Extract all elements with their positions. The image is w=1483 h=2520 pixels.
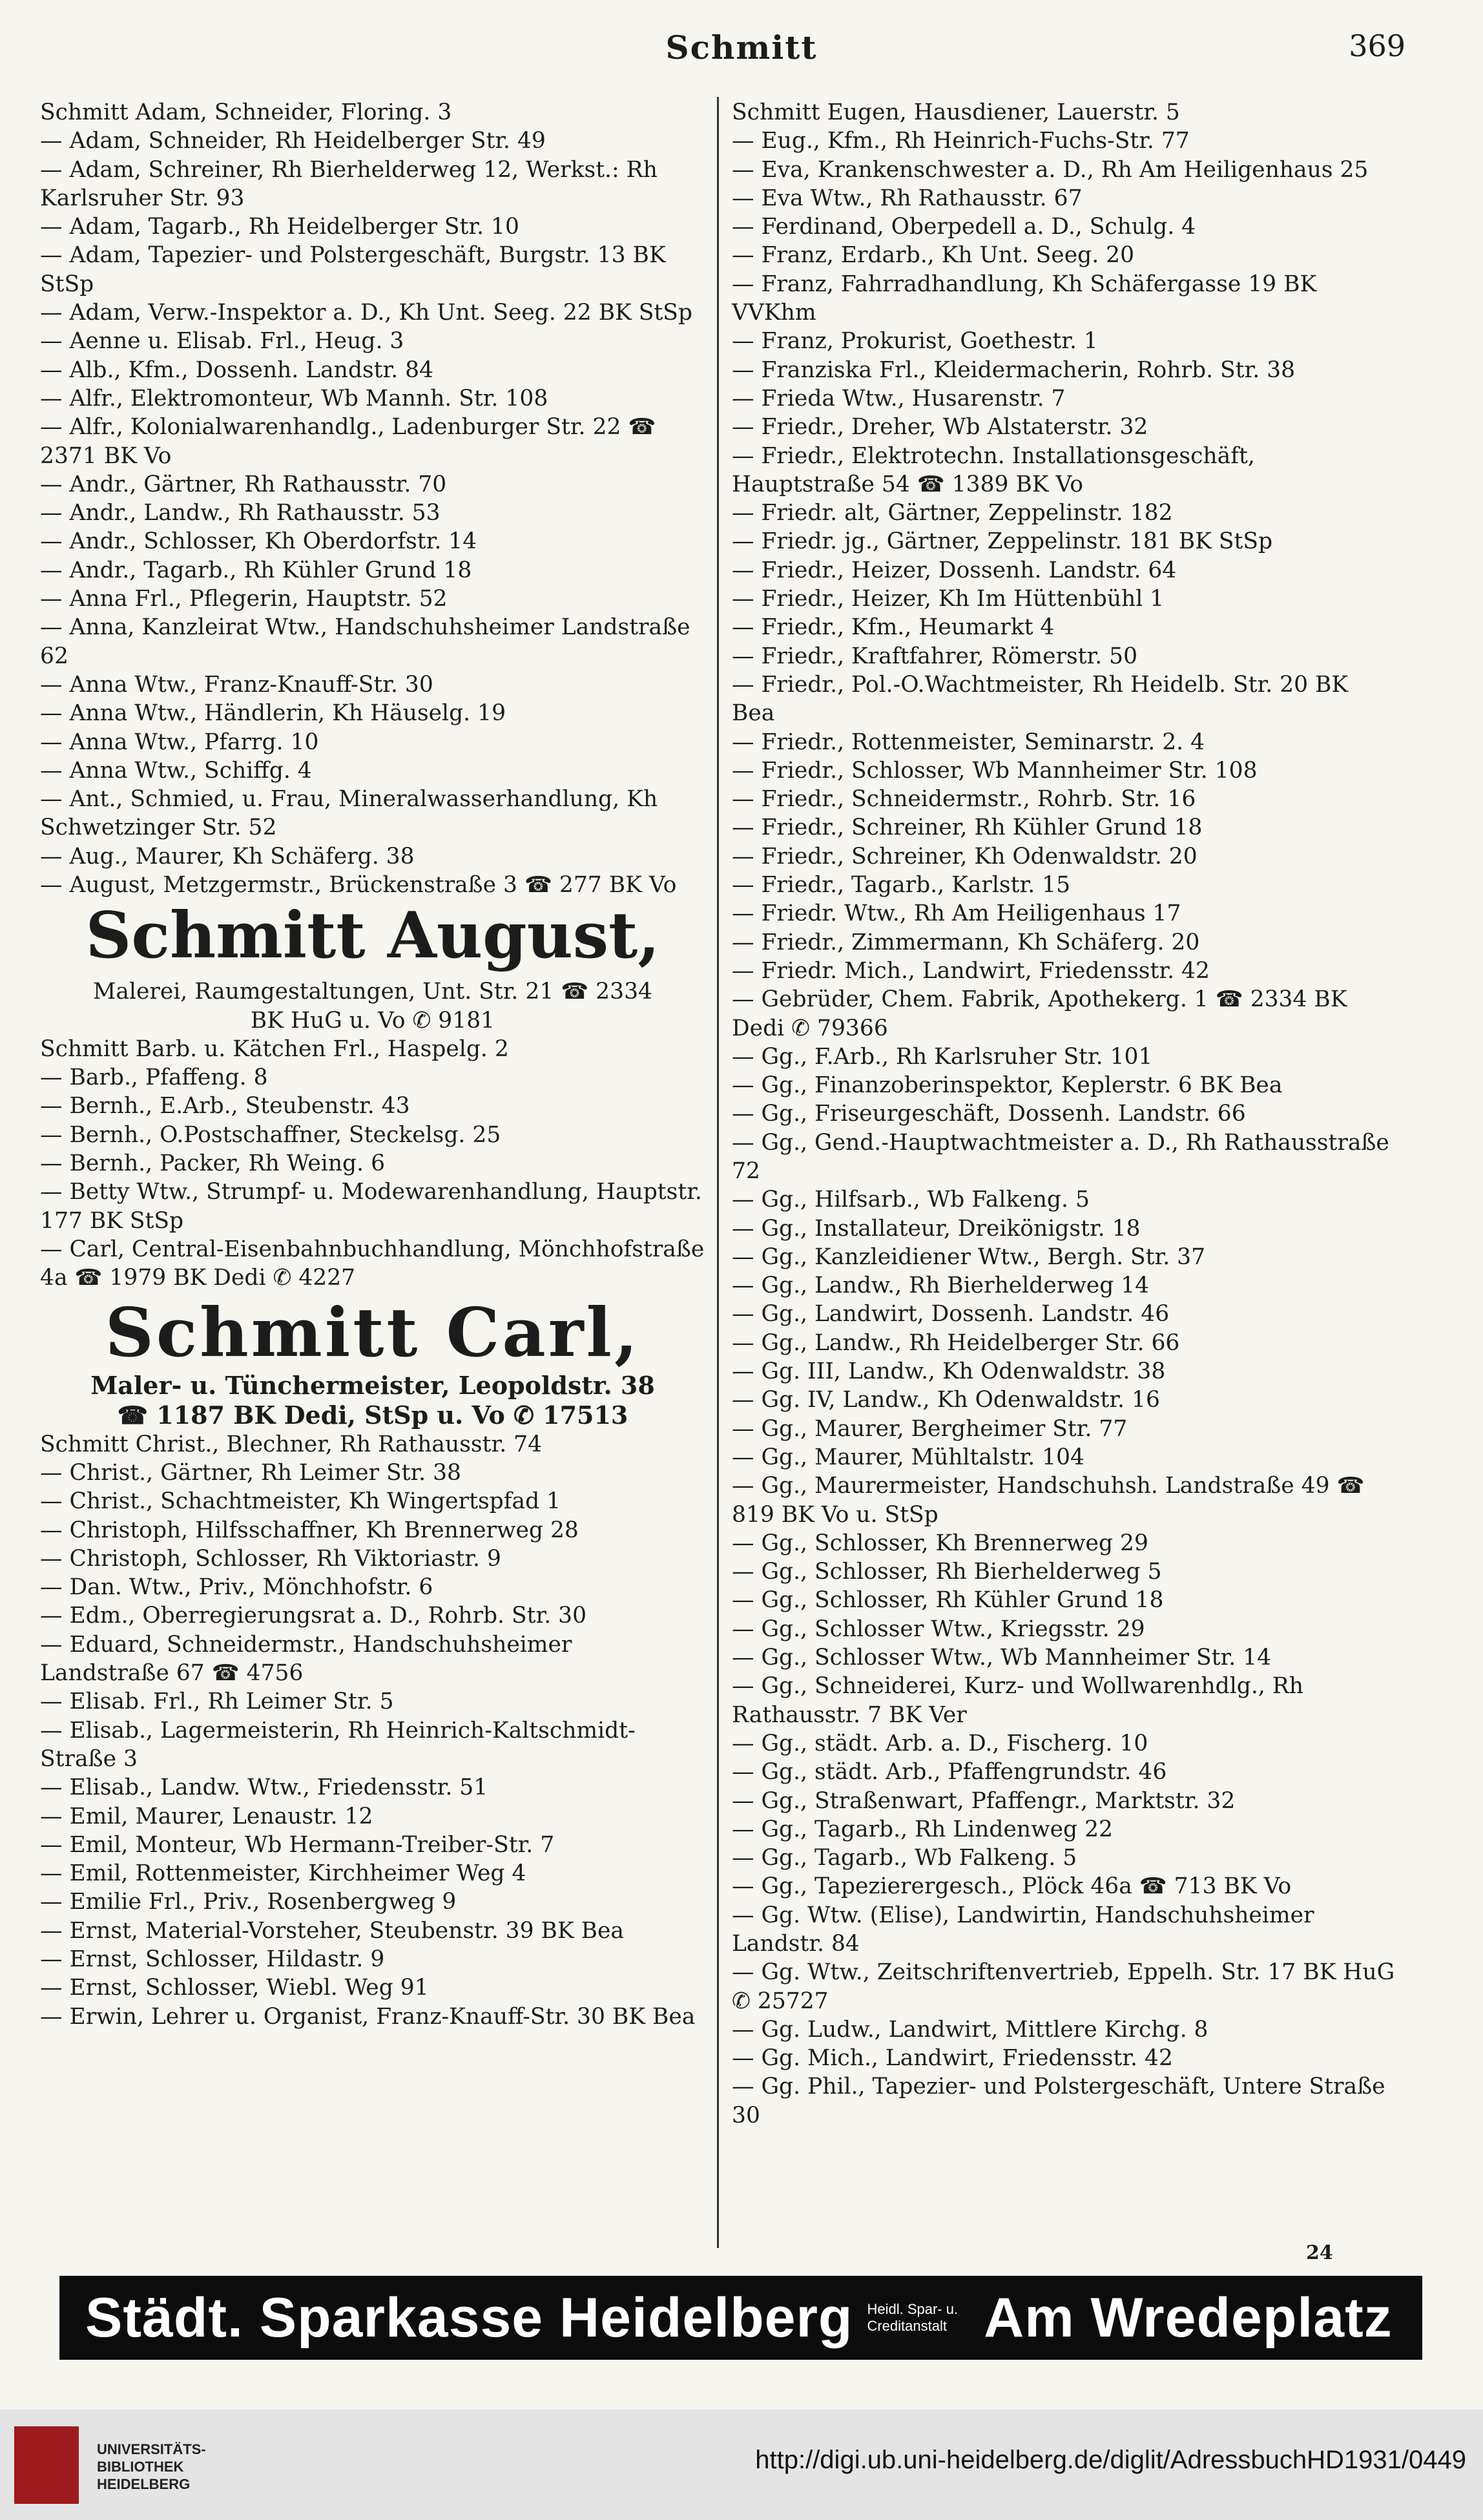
directory-entry: — Bernh., O.Postschaffner, Steckelsg. 25 [40, 1121, 501, 1148]
directory-entry: — Aug., Maurer, Kh Schäferg. 38 [40, 843, 415, 870]
directory-entry: Schmitt Adam, Schneider, Floring. 3 [40, 99, 452, 125]
directory-entry: — Friedr., Kraftfahrer, Römerstr. 50 [732, 643, 1138, 669]
directory-entry: — Anna, Kanzleirat Wtw., Handschuhsheimer Landstraße 62 [40, 614, 690, 669]
directory-entry: — Elisab. Frl., Rh Leimer Str. 5 [40, 1689, 394, 1715]
directory-entry: — Christ., Gärtner, Rh Leimer Str. 38 [40, 1459, 461, 1486]
directory-entry: — Gg., Maurer, Mühltalstr. 104 [732, 1444, 1084, 1470]
directory-entry: — Ferdinand, Oberpedell a. D., Schulg. 4 [732, 214, 1196, 240]
directory-entry: — Gg., Finanzoberinspektor, Keplerstr. 6 BK Bea [732, 1072, 1283, 1099]
directory-entry: — Alfr., Kolonialwarenhandlg., Ladenburger Str. 22 ☎ 2371 BK Vo [40, 414, 656, 469]
directory-entry: — Friedr., Heizer, Dossenh. Landstr. 64 [732, 557, 1177, 583]
page-header-title: Schmitt [665, 28, 818, 67]
advertisement-line: Maler- u. Tünchermeister, Leopoldstr. 38 [90, 1370, 655, 1400]
viewer-footer [0, 2410, 1483, 2520]
directory-entry: — Bernh., Packer, Rh Weing. 6 [40, 1150, 386, 1176]
directory-entry: — Friedr., Rottenmeister, Seminarstr. 2. 4 [732, 729, 1205, 755]
directory-entry: — Alb., Kfm., Dossenh. Landstr. 84 [40, 357, 434, 383]
directory-entry: — Gg., Landw., Rh Bierhelderweg 14 [732, 1273, 1150, 1299]
banner-main-text: Städt. Sparkasse Heidelberg [85, 2286, 853, 2349]
directory-entry: — Adam, Schneider, Rh Heidelberger Str. 49 [40, 128, 546, 154]
banner-small-line2: Creditanstalt [867, 2318, 947, 2334]
directory-entry: — Gg. Ludw., Landwirt, Mittlere Kirchg. 8 [732, 2016, 1208, 2043]
directory-entry: — Friedr. Mich., Landwirt, Friedensstr. 42 [732, 957, 1210, 984]
directory-entry: — Gg., Schlosser, Kh Brennerweg 29 [732, 1530, 1148, 1556]
directory-entry: — Edm., Oberregierungsrat a. D., Rohrb. Str. 30 [40, 1603, 587, 1629]
directory-entry: — Betty Wtw., Strumpf- u. Modewarenhandlung, Hauptstr. 177 BK StSp [40, 1179, 702, 1234]
directory-entry: — Christoph, Hilfsschaffner, Kh Brennerweg 28 [40, 1517, 579, 1543]
directory-entry: — Gg., F.Arb., Rh Karlsruher Str. 101 [732, 1043, 1153, 1070]
directory-entry: — Gg., Schlosser Wtw., Kriegsstr. 29 [732, 1616, 1145, 1642]
directory-entry: — Gg. Wtw. (Elise), Landwirtin, Handschuhsheimer Landstr. 84 [732, 1902, 1314, 1957]
directory-entry: — Gg., Gend.-Hauptwachtmeister a. D., Rh Rathausstraße 72 [732, 1129, 1389, 1184]
directory-entry: — Friedr., Tagarb., Karlstr. 15 [732, 872, 1071, 899]
directory-entry: — Adam, Schreiner, Rh Bierhelderweg 12, Werkst.: Rh Karlsruher Str. 93 [40, 156, 658, 211]
directory-entry: — Gg., Schlosser Wtw., Wb Mannheimer Str. 14 [732, 1645, 1272, 1671]
directory-entry: — Adam, Tagarb., Rh Heidelberger Str. 10 [40, 214, 519, 240]
left-column [40, 98, 705, 2031]
banner-small-text [867, 2301, 958, 2335]
directory-entry: — Ernst, Material-Vorsteher, Steubenstr. 39 BK Bea [40, 1917, 624, 1944]
page-number: 369 [1349, 28, 1405, 63]
banner-small-line1: Heidl. Spar- u. [867, 2301, 959, 2317]
advertisement-heading: Schmitt August, [85, 899, 660, 974]
directory-entry: Schmitt Christ., Blechner, Rh Rathausstr. 74 [40, 1431, 543, 1457]
directory-entry: — August, Metzgermstr., Brückenstraße 3 ☎ 277 BK Vo [40, 872, 677, 899]
directory-entry: — Friedr., Schreiner, Kh Odenwaldstr. 20 [732, 843, 1198, 870]
directory-entry: — Gg. III, Landw., Kh Odenwaldstr. 38 [732, 1359, 1166, 1385]
advertisement-line: BK HuG u. Vo ✆ 9181 [250, 1007, 495, 1034]
directory-entry: — Elisab., Landw. Wtw., Friedensstr. 51 [40, 1775, 488, 1801]
banner-right-text: Am Wredeplatz [984, 2286, 1393, 2349]
directory-entry: — Gg., Schlosser, Rh Kühler Grund 18 [732, 1587, 1164, 1614]
column-divider [717, 97, 719, 2248]
directory-entry: — Alfr., Elektromonteur, Wb Mannh. Str. 108 [40, 385, 548, 411]
directory-entry: — Gg., Tagarb., Rh Lindenweg 22 [732, 1816, 1113, 1842]
directory-entry: — Gg. Mich., Landwirt, Friedensstr. 42 [732, 2045, 1173, 2072]
directory-entry: — Gg., städt. Arb. a. D., Fischerg. 10 [732, 1730, 1148, 1756]
directory-entry: — Friedr., Elektrotechn. Installationsgeschäft, Hauptstraße 54 ☎ 1389 BK Vo [732, 443, 1255, 497]
directory-entry: — Carl, Central-Eisenbahnbuchhandlung, Mönchhofstraße 4a ☎ 1979 BK Dedi ✆ 4227 [40, 1236, 705, 1291]
advertisement-banner [59, 2276, 1422, 2360]
right-column [732, 98, 1397, 2130]
directory-entry: — Gg. Phil., Tapezier- und Polstergeschäft, Untere Straße 30 [732, 2074, 1385, 2129]
directory-entry: — Gg., Tapezierergesch., Plöck 46a ☎ 713 BK Vo [732, 1873, 1292, 1900]
library-name [97, 2441, 206, 2493]
directory-entry: — Anna Wtw., Händlerin, Kh Häuselg. 19 [40, 700, 506, 727]
directory-entry: — Aenne u. Elisab. Frl., Heug. 3 [40, 328, 404, 355]
directory-entry: Schmitt Eugen, Hausdiener, Lauerstr. 5 [732, 99, 1180, 125]
directory-entry: — Bernh., E.Arb., Steubenstr. 43 [40, 1093, 410, 1119]
directory-entry: — Frieda Wtw., Husarenstr. 7 [732, 385, 1066, 411]
directory-entry: — Ant., Schmied, u. Frau, Mineralwasserhandlung, Kh Schwetzinger Str. 52 [40, 786, 658, 841]
directory-entry: — Christoph, Schlosser, Rh Viktoriastr. 9 [40, 1545, 501, 1572]
directory-entry: — Andr., Landw., Rh Rathausstr. 53 [40, 500, 441, 526]
directory-entry: — Eug., Kfm., Rh Heinrich-Fuchs-Str. 77 [732, 128, 1190, 154]
advertisement-line: ☎ 1187 BK Dedi, StSp u. Vo ✆ 17513 [117, 1400, 628, 1430]
directory-entry: — Eduard, Schneidermstr., Handschuhsheimer Landstraße 67 ☎ 4756 [40, 1631, 572, 1687]
directory-entry: — Eva, Krankenschwester a. D., Rh Am Heiligenhaus 25 [732, 156, 1369, 183]
directory-entry: — Gg., Maurermeister, Handschuhsh. Landstraße 49 ☎ 819 BK Vo u. StSp [732, 1473, 1365, 1528]
directory-entry: — Gg., städt. Arb., Pfaffengrundstr. 46 [732, 1759, 1167, 1786]
directory-entry: — Franz, Erdarb., Kh Unt. Seeg. 20 [732, 242, 1135, 269]
directory-entry: — Friedr. jg., Gärtner, Zeppelinstr. 181 BK StSp [732, 528, 1273, 555]
directory-entry: — Gg., Landw., Rh Heidelberger Str. 66 [732, 1329, 1180, 1356]
directory-entry: — Gg., Tagarb., Wb Falkeng. 5 [732, 1845, 1077, 1871]
directory-entry: — Ernst, Schlosser, Wiebl. Weg 91 [40, 1975, 429, 2001]
directory-entry: — Emil, Monteur, Wb Hermann-Treiber-Str. 7 [40, 1831, 555, 1858]
directory-entry: — Gg., Installateur, Dreikönigstr. 18 [732, 1215, 1141, 1242]
directory-entry: — Adam, Verw.-Inspektor a. D., Kh Unt. Seeg. 22 BK StSp [40, 300, 693, 326]
directory-entry: — Friedr., Kfm., Heumarkt 4 [732, 614, 1055, 641]
directory-entry: — Christ., Schachtmeister, Kh Wingertspfad 1 [40, 1488, 561, 1515]
directory-entry: — Dan. Wtw., Priv., Mönchhofstr. 6 [40, 1574, 433, 1601]
directory-entry: — Friedr., Schneidermstr., Rohrb. Str. 16 [732, 786, 1196, 813]
directory-entry: — Gg., Schlosser, Rh Bierhelderweg 5 [732, 1559, 1162, 1585]
directory-entry: — Anna Frl., Pflegerin, Hauptstr. 52 [40, 586, 448, 612]
directory-entry: — Gg. Wtw., Zeitschriftenvertrieb, Eppelh. Str. 17 BK HuG ✆ 25727 [732, 1959, 1395, 2014]
source-url-link[interactable]: http://digi.ub.uni-heidelberg.de/diglit/AdressbuchHD1931/0449 [755, 2446, 1466, 2474]
directory-entry: — Friedr., Dreher, Wb Alstaterstr. 32 [732, 414, 1148, 441]
directory-entry: — Andr., Gärtner, Rh Rathausstr. 70 [40, 471, 447, 497]
directory-entry: — Friedr., Heizer, Kh Im Hüttenbühl 1 [732, 586, 1165, 612]
directory-entry: — Gg., Schneiderei, Kurz- und Wollwarenhdlg., Rh Rathausstr. 7 BK Ver [732, 1673, 1303, 1728]
library-logo-icon [14, 2426, 79, 2504]
directory-entry: — Eva Wtw., Rh Rathausstr. 67 [732, 185, 1083, 211]
directory-entry: — Gg., Straßenwart, Pfaffengr., Marktstr. 32 [732, 1787, 1236, 1814]
directory-entry: — Andr., Tagarb., Rh Kühler Grund 18 [40, 557, 472, 583]
directory-entry: — Gg., Maurer, Bergheimer Str. 77 [732, 1415, 1128, 1442]
directory-entry: — Adam, Tapezier- und Polstergeschäft, Burgstr. 13 BK StSp [40, 242, 666, 297]
directory-entry: — Gg., Hilfsarb., Wb Falkeng. 5 [732, 1187, 1090, 1213]
advertisement-heading: Schmitt Carl, [105, 1293, 641, 1373]
library-name-line3: HEIDELBERG [97, 2476, 191, 2492]
directory-entry: — Anna Wtw., Franz-Knauff-Str. 30 [40, 671, 433, 698]
directory-entry: — Anna Wtw., Schiffg. 4 [40, 757, 312, 784]
library-name-line1: UNIVERSITÄTS- [97, 2441, 206, 2457]
directory-entry: — Gebrüder, Chem. Fabrik, Apothekerg. 1 ☎ 2334 BK Dedi ✆ 79366 [732, 986, 1347, 1041]
directory-entry: — Friedr. alt, Gärtner, Zeppelinstr. 182 [732, 500, 1173, 526]
directory-entry: — Emil, Rottenmeister, Kirchheimer Weg 4 [40, 1860, 526, 1887]
directory-entry: — Franz, Fahrradhandlung, Kh Schäfergasse 19 BK VVKhm [732, 271, 1317, 326]
directory-entry: — Barb., Pfaffeng. 8 [40, 1065, 268, 1091]
advertisement-line: Malerei, Raumgestaltungen, Unt. Str. 21 ☎ 2334 [93, 979, 652, 1005]
directory-entry: — Anna Wtw., Pfarrg. 10 [40, 729, 319, 755]
directory-entry: — Elisab., Lagermeisterin, Rh Heinrich-Kaltschmidt-Straße 3 [40, 1717, 636, 1772]
directory-entry: — Gg., Landwirt, Dossenh. Landstr. 46 [732, 1301, 1170, 1328]
directory-entry: — Franziska Frl., Kleidermacherin, Rohrb. Str. 38 [732, 357, 1296, 383]
directory-entry: — Andr., Schlosser, Kh Oberdorfstr. 14 [40, 528, 477, 555]
directory-entry: — Friedr., Pol.-O.Wachtmeister, Rh Heidelb. Str. 20 BK Bea [732, 671, 1349, 727]
directory-entry: — Gg., Friseurgeschäft, Dossenh. Landstr. 66 [732, 1101, 1246, 1127]
directory-entry: Schmitt Barb. u. Kätchen Frl., Haspelg. 2 [40, 1036, 509, 1062]
directory-entry: — Gg., Kanzleidiener Wtw., Bergh. Str. 37 [732, 1244, 1206, 1270]
directory-entry: — Gg. IV, Landw., Kh Odenwaldstr. 16 [732, 1387, 1160, 1413]
directory-entry: — Emilie Frl., Priv., Rosenbergweg 9 [40, 1889, 457, 1915]
directory-entry: — Franz, Prokurist, Goethestr. 1 [732, 328, 1098, 355]
directory-entry: — Friedr., Zimmermann, Kh Schäferg. 20 [732, 929, 1200, 955]
directory-entry: — Emil, Maurer, Lenaustr. 12 [40, 1803, 373, 1829]
directory-entry: — Friedr. Wtw., Rh Am Heiligenhaus 17 [732, 901, 1181, 927]
directory-entry: — Friedr., Schlosser, Wb Mannheimer Str. 108 [732, 757, 1258, 784]
directory-entry: — Erwin, Lehrer u. Organist, Franz-Knauff-Str. 30 BK Bea [40, 2003, 696, 2030]
library-name-line2: BIBLIOTHEK [97, 2459, 184, 2475]
directory-entry: — Ernst, Schlosser, Hildastr. 9 [40, 1946, 385, 1972]
directory-entry: — Friedr., Schreiner, Rh Kühler Grund 18 [732, 815, 1203, 841]
signature-mark: 24 [1306, 2242, 1333, 2264]
